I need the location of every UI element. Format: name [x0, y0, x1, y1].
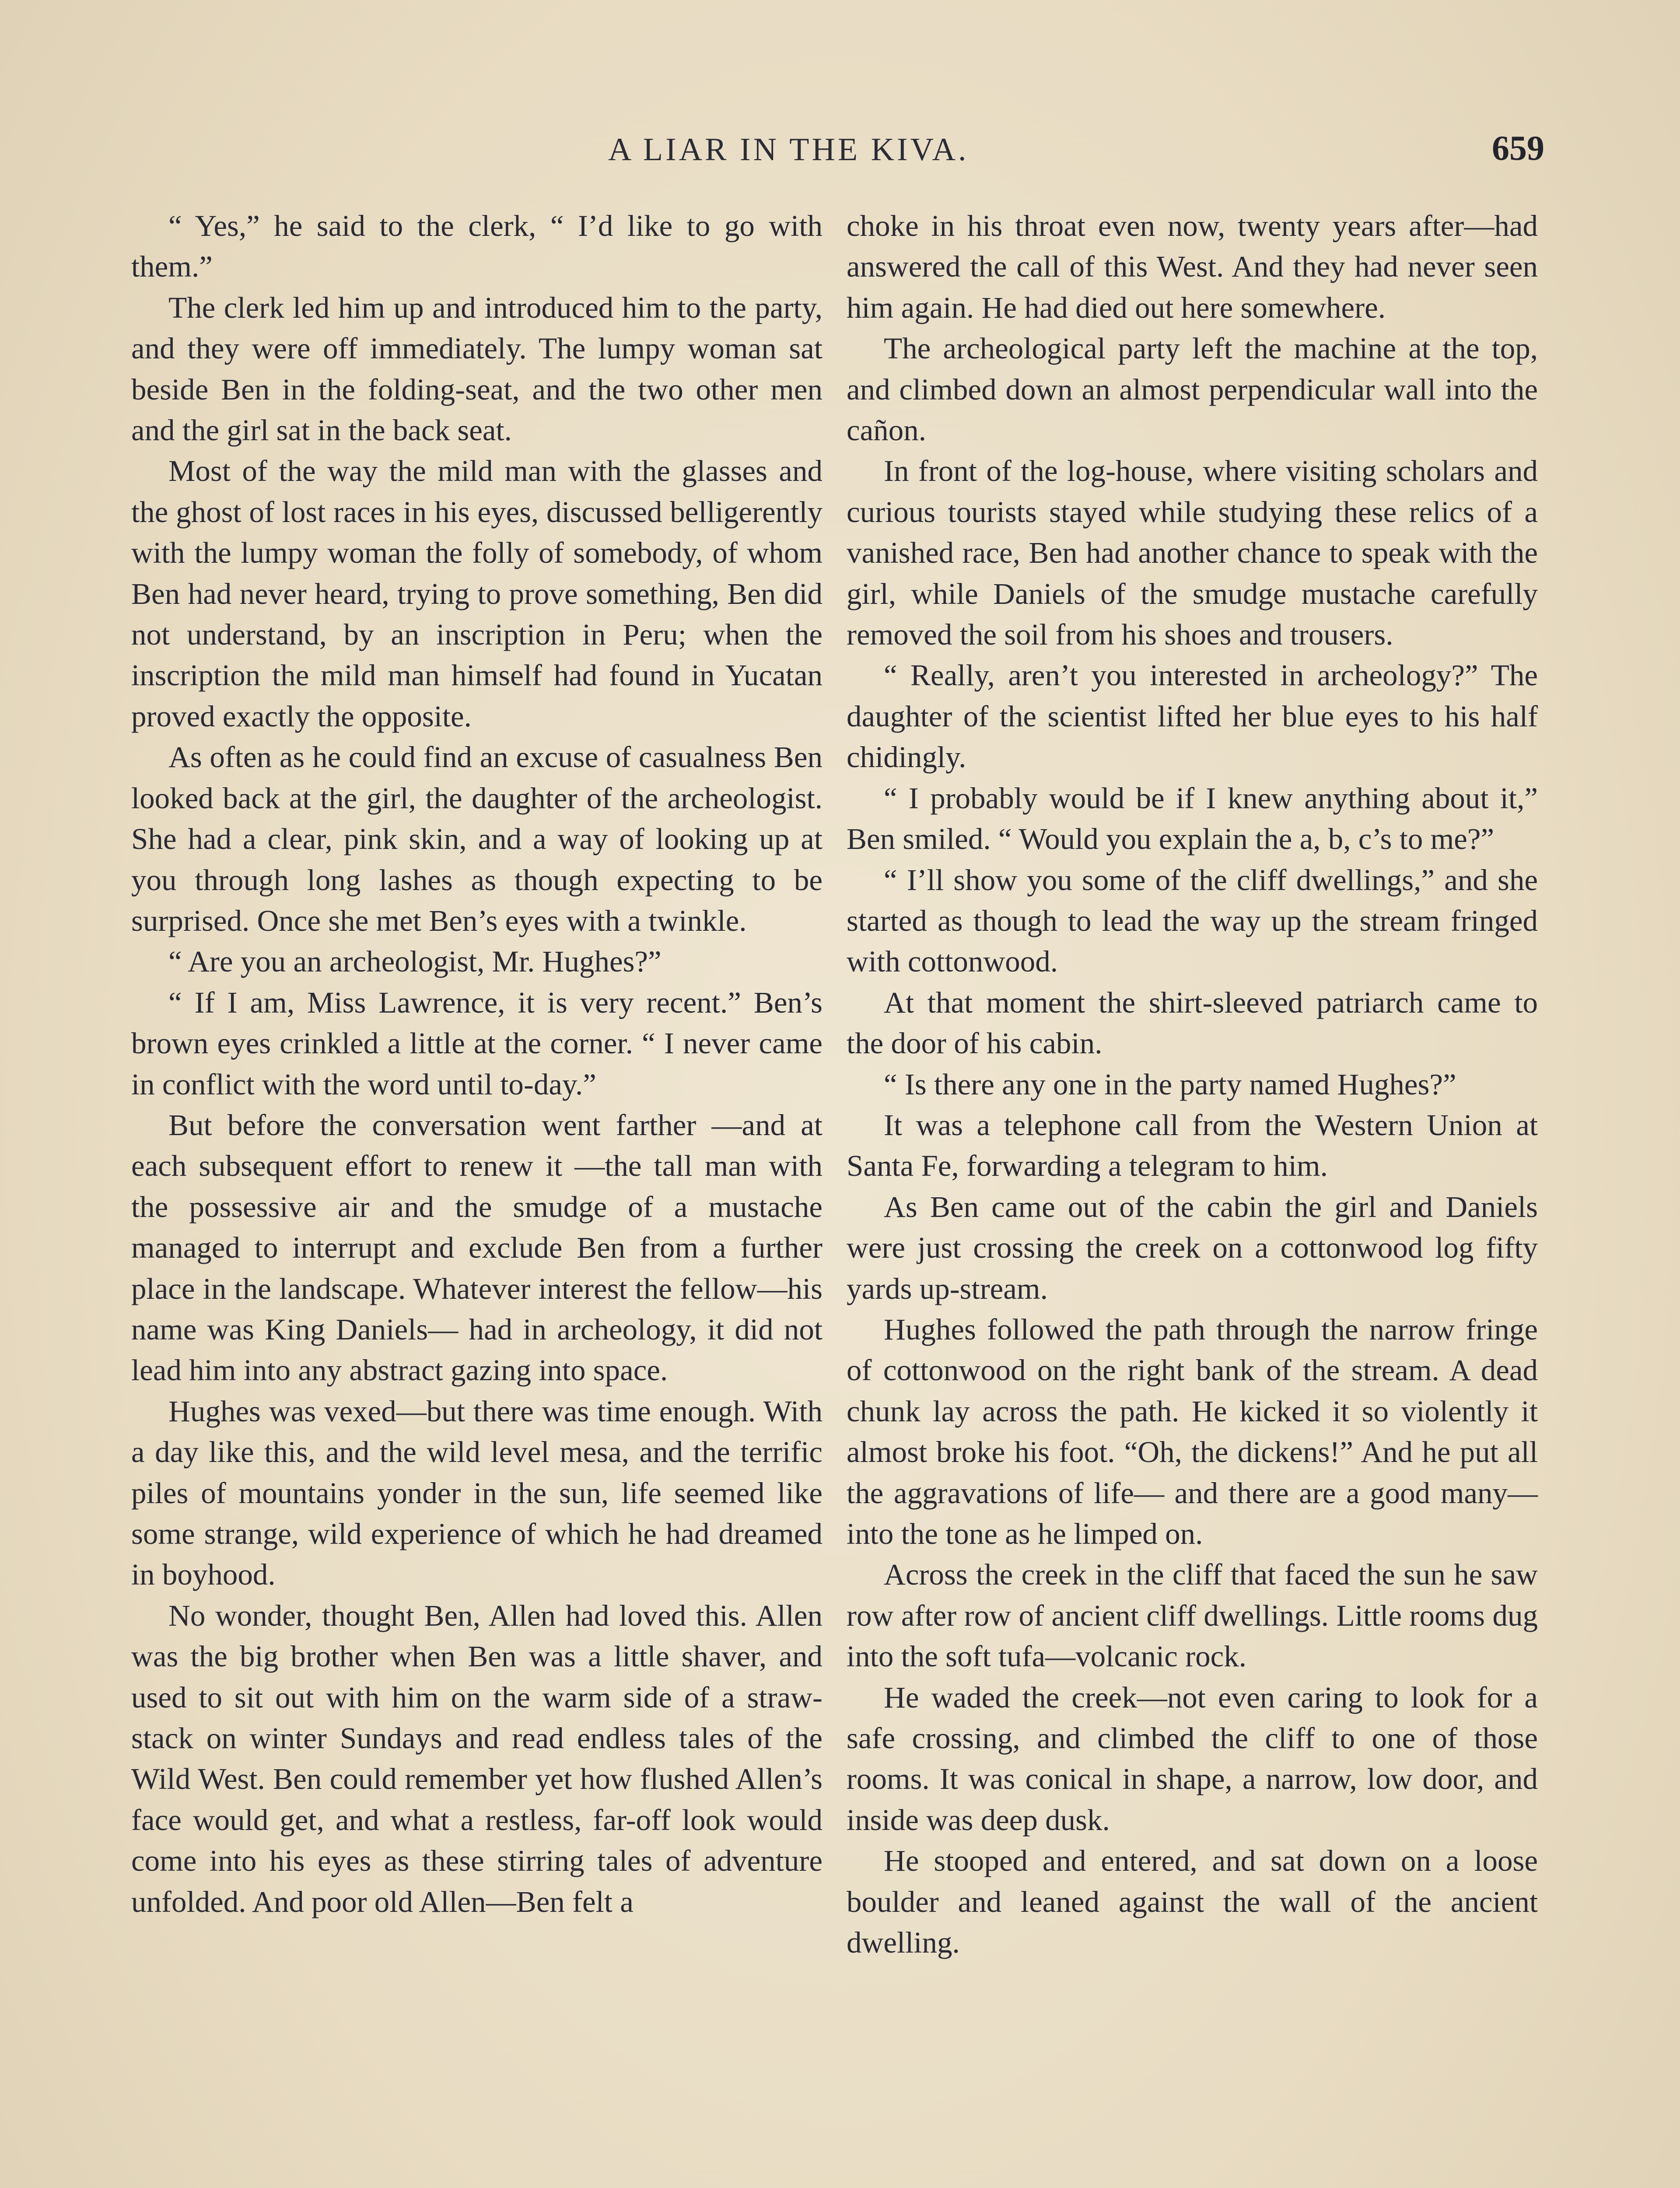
paragraph: “ Are you an archeologist, Mr. Hughes?”	[168, 945, 662, 978]
page-header	[569, 131, 1544, 184]
paragraph: The archeological party left the machine at the top, and climbed down an almost perpendicular wall into the cañon.	[847, 332, 1538, 447]
paragraph-continued: choke in his throat even now, twenty years after—had answered the call of this West. And they had never seen him again. He had died out here somewhere.	[847, 209, 1538, 324]
paragraph: Hughes followed the path through the narrow fringe of cottonwood on the right bank of the stream. A dead chunk lay across the path. He kicked it so violently it almost broke his foot. “Oh, the dickens!” And he put all the aggravations of life— and there are a good many—into the tone as he limped on.	[847, 1312, 1538, 1550]
paragraph: No wonder, thought Ben, Allen had loved this. Allen was the big brother when Ben was a little shaver, and used to sit out with him on the warm side of a straw-stack on winter Sundays and read endless tales of the Wild West. Ben could remember yet how flushed Allen’s face would get, and what a restless, far-off look would come into his eyes as these stirring tales of adventure unfolded. And poor old Allen—Ben felt a	[131, 1599, 822, 1918]
running-title: A LIAR IN THE KIVA.	[608, 132, 969, 168]
paragraph: The clerk led him up and introduced him to the party, and they were off immediately. The lumpy woman sat beside Ben in the folding-seat, and the two other men and the girl sat in the back seat.	[131, 291, 822, 447]
paragraph: Hughes was vexed—but there was time enough. With a day like this, and the wild level mesa, and the terrific piles of mountains yonder in the sun, life seemed like some strange, wild experience of which he had dreamed in boyhood.	[131, 1394, 822, 1592]
paragraph: As often as he could find an excuse of casualness Ben looked back at the girl, the daughter of the archeologist. She had a clear, pink skin, and a way of looking up at you through long lashes as though expecting to be surprised. Once she met Ben’s eyes with a twinkle.	[131, 740, 822, 937]
page-number: 659	[1492, 129, 1544, 168]
paragraph: As Ben came out of the cabin the girl and Daniels were just crossing the creek on a cottonwood log fifty yards up-stream.	[847, 1190, 1538, 1305]
paragraph: He waded the creek—not even caring to look for a safe crossing, and climbed the cliff to one of those rooms. It was conical in shape, a narrow, low door, and inside was deep dusk.	[847, 1680, 1538, 1837]
right-column	[847, 206, 1538, 2188]
paragraph: “ If I am, Miss Lawrence, it is very recent.” Ben’s brown eyes crinkled a little at the corner. “ I never came in conflict with the word until to-day.”	[131, 985, 822, 1101]
paragraph: He stooped and entered, and sat down on a loose boulder and leaned against the wall of the ancient dwelling.	[847, 1844, 1538, 1960]
paragraph: But before the conversation went farther —and at each subsequent effort to renew it —the tall man with the possessive air and the smudge of a mustache managed to interrupt and exclude Ben from a further place in the landscape. Whatever interest the fellow—his name was King Daniels— had in archeology, it did not lead him into any abstract gazing into space.	[131, 1108, 822, 1387]
paragraph: Most of the way the mild man with the glasses and the ghost of lost races in his eyes, discussed belligerently with the lumpy woman the folly of somebody, of whom Ben had never heard, trying to prove something, Ben did not understand, by an inscription in Peru; when the inscription the mild man himself had found in Yucatan proved exactly the opposite.	[131, 454, 822, 733]
paragraph: “ I probably would be if I knew anything about it,” Ben smiled. “ Would you explain the a, b, c’s to me?”	[847, 781, 1538, 856]
paragraph: “ Is there any one in the party named Hughes?”	[884, 1067, 1456, 1101]
paragraph: It was a telephone call from the Western Union at Santa Fe, forwarding a telegram to him.	[847, 1108, 1538, 1183]
paragraph: “ I’ll show you some of the cliff dwellings,” and she started as though to lead the way up the stream fringed with cottonwood.	[847, 863, 1538, 978]
paragraph: “ Really, aren’t you interested in archeology?” The daughter of the scientist lifted her blue eyes to his half chidingly.	[847, 659, 1538, 774]
paragraph: In front of the log-house, where visiting scholars and curious tourists stayed while studying these relics of a vanished race, Ben had another chance to speak with the girl, while Daniels of the smudge mustache carefully removed the soil from his shoes and trousers.	[847, 454, 1538, 652]
paragraph: “ Yes,” he said to the clerk, “ I’d like to go with them.”	[131, 209, 822, 284]
paragraph: At that moment the shirt-sleeved patriarch came to the door of his cabin.	[847, 985, 1538, 1060]
left-column	[131, 206, 822, 2188]
paragraph: Across the creek in the cliff that faced the sun he saw row after row of ancient cliff dwellings. Little rooms dug into the soft tufa—volcanic rock.	[847, 1558, 1538, 1673]
